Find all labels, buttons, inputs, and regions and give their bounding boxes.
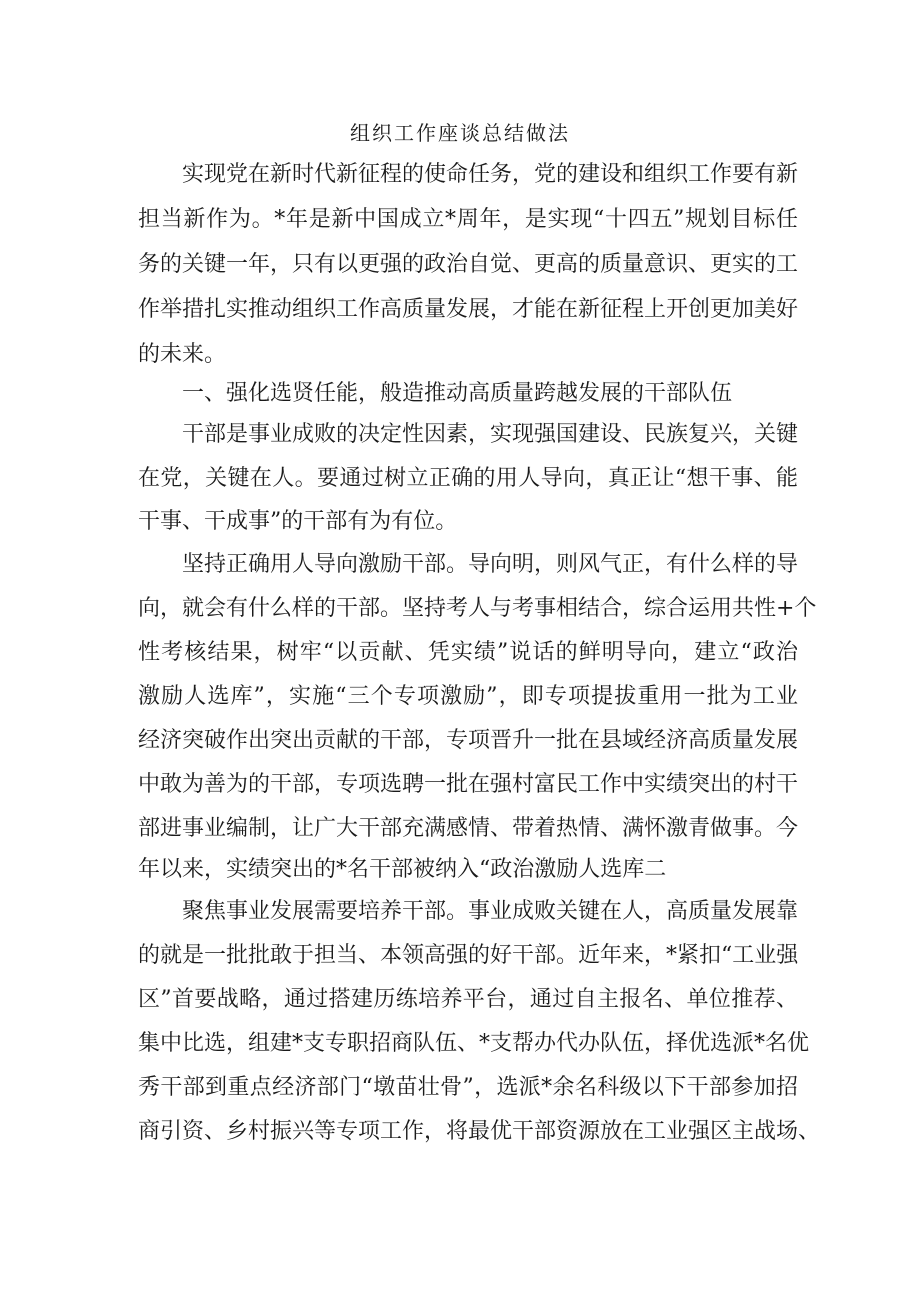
- section-heading: 一、强化选贤任能，般造推动高质量跨越发展的干部队伍: [182, 381, 733, 406]
- paragraph-line: 向，就会有什么样的干部。坚持考人与考事相结合，综合运用共性+个: [138, 596, 817, 621]
- paragraph-line: 实现党在新时代新征程的使命任务，党的建设和组织工作要有新: [182, 162, 799, 187]
- paragraph-line: 集中比选，组建*支专职招商队伍、*支帮办代办队伍，择优选派*名优: [138, 1031, 810, 1056]
- paragraph-line: 在党，关键在人。要通过树立正确的用人导向，真正让“想干事、能: [138, 466, 798, 491]
- paragraph-line: 中敢为善为的干部，专项选聘一批在强村富民工作中实绩突出的村干: [138, 772, 799, 797]
- paragraph-line: 商引资、乡村振兴等专项工作，将最优干部资源放在工业强区主战场、: [138, 1119, 821, 1144]
- paragraph-line: 的就是一批批敢于担当、本领高强的好干部。近年来，*紧扣“工业强: [138, 943, 799, 968]
- paragraph-line: 的未来。: [138, 342, 227, 367]
- paragraph-line: 性考核结果，树牢“以贡献、凭实绩”说话的鲜明导向，建立“政治: [138, 640, 798, 665]
- paragraph-line: 秀干部到重点经济部门“墩苗壮骨”，选派*余名科级以下干部参加招: [138, 1075, 798, 1100]
- paragraph-line: 干部是事业成败的决定性因素，实现强国建设、民族复兴，关键: [182, 422, 799, 447]
- paragraph-line: 务的关键一年，只有以更强的政治自觉、更高的质量意识、更实的工: [138, 252, 799, 277]
- paragraph-line: 经济突破作出突出贡献的干部，专项晋升一批在县域经济高质量发展: [138, 728, 799, 753]
- paragraph-line: 担当新作为。*年是新中国成立*周年，是实现“十四五”规划目标任: [138, 207, 798, 232]
- paragraph-line: 区”首要战略，通过搭建历练培养平台，通过自主报名、单位推荐、: [138, 987, 798, 1012]
- paragraph-line: 聚焦事业发展需要培养干部。事业成败关键在人，高质量发展靠: [182, 899, 799, 924]
- paragraph-line: 作举措扎实推动组织工作高质量发展，才能在新征程上开创更加美好: [138, 297, 799, 322]
- paragraph-line: 坚持正确用人导向激励干部。导向明，则风气正，有什么样的导: [182, 552, 799, 577]
- paragraph-line: 部进事业编制，让广大干部充满感情、带着热情、满怀激青做事。今: [138, 816, 799, 841]
- paragraph-line: 激励人选库”，实施“三个专项激励”，即专项提拔重用一批为工业: [138, 684, 798, 709]
- paragraph-line: 干事、干成事”的干部有为有位。: [138, 509, 458, 534]
- document-title: 组织工作座谈总结做法: [350, 121, 570, 145]
- paragraph-line: 年以来，实绩突出的*名干部被纳入“政治激励人选库二: [138, 857, 667, 882]
